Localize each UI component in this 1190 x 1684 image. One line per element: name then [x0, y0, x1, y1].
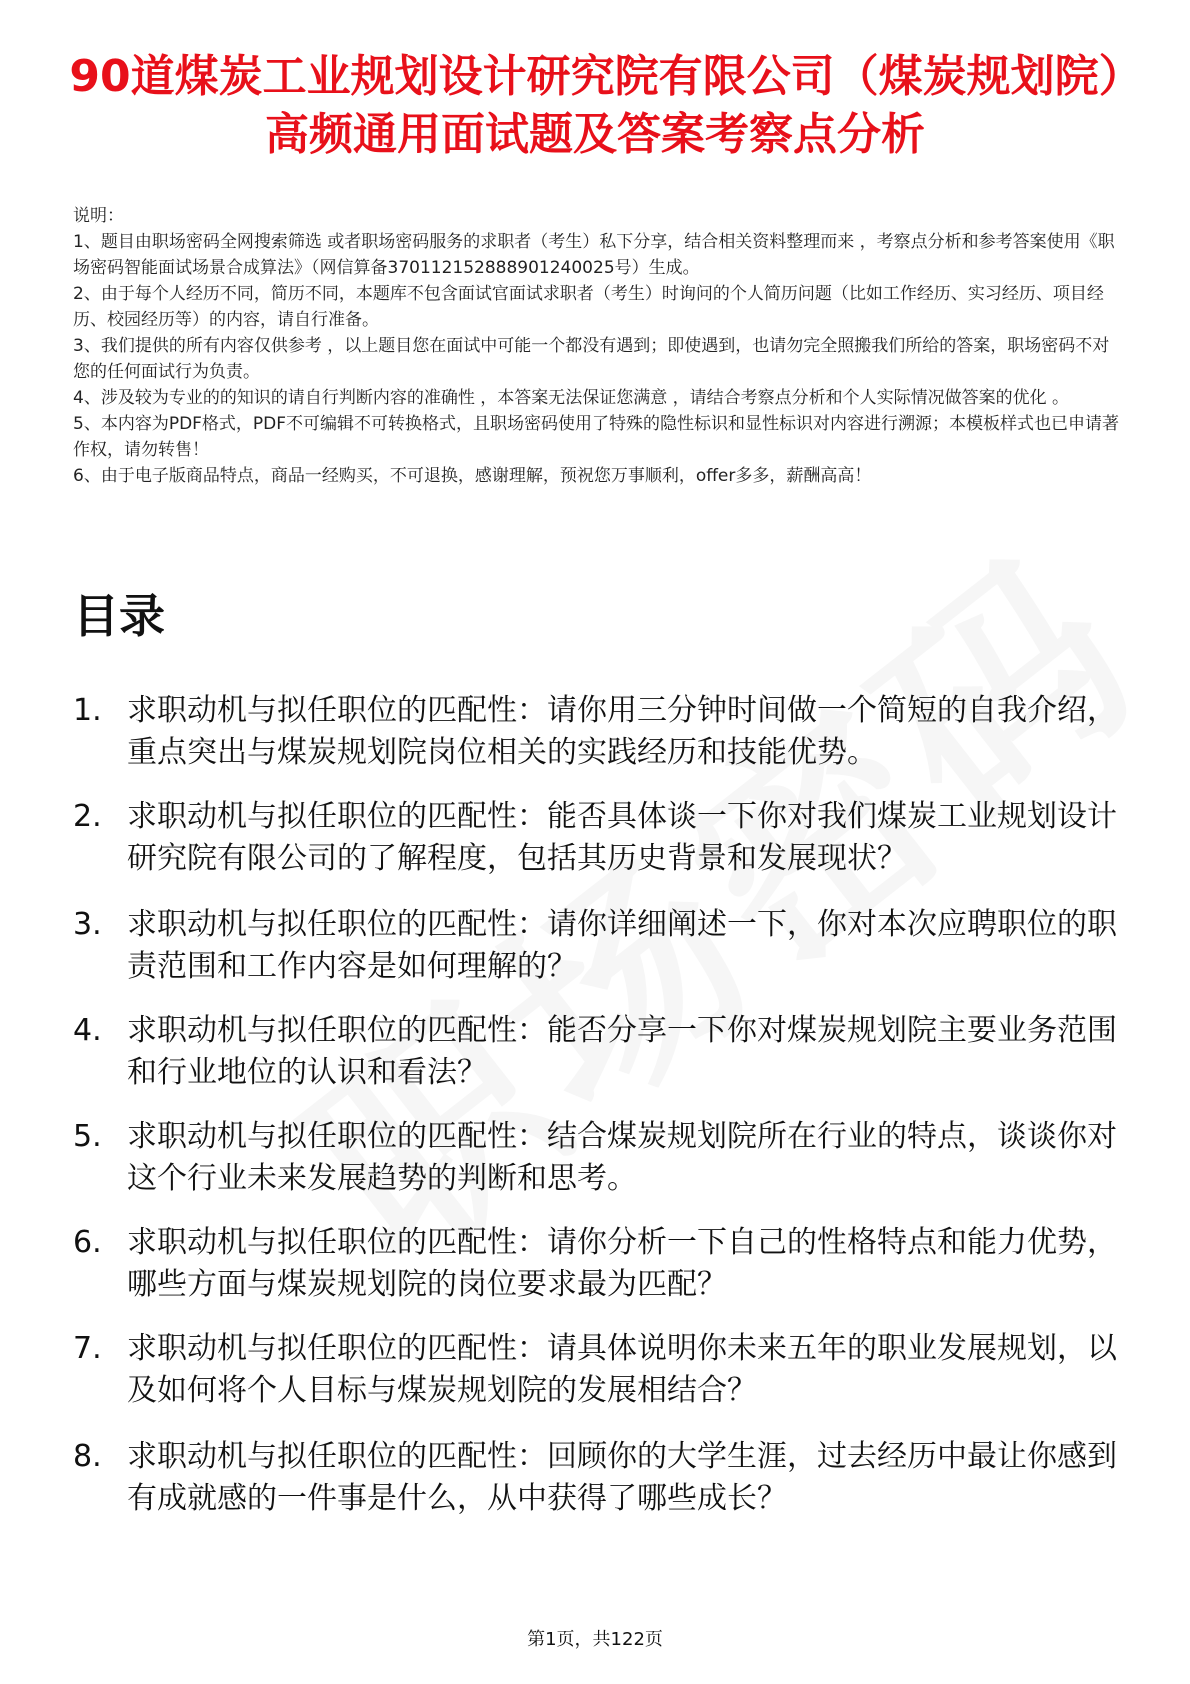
toc-item-2[interactable]: [73, 796, 1133, 880]
note-item: 4、涉及较为专业的的知识的请自行判断内容的准确性 ，本答案无法保证您满意 ，请结合考察点分析和个人实际情况做答案的优化 。: [73, 388, 1070, 408]
toc-item-1[interactable]: [73, 690, 1133, 774]
notes-heading: 说明：: [73, 206, 124, 226]
note-item: 5、本内容为PDF格式，PDF不可编辑不可转换格式，且职场密码使用了特殊的隐性标识和显性标识对内容进行溯源；本模板样式也已申请著作权，请勿转售！: [73, 414, 1120, 460]
toc-item-4[interactable]: [73, 1010, 1133, 1094]
toc-item-text: 求职动机与拟任职位的匹配性：请你详细阐述一下，你对本次应聘职位的职责范围和工作内容是如何理解的？: [127, 907, 1117, 984]
toc-item-7[interactable]: [73, 1328, 1133, 1412]
toc-item-text: 求职动机与拟任职位的匹配性：请具体说明你未来五年的职业发展规划，以及如何将个人目标与煤炭规划院的发展相结合？: [127, 1331, 1117, 1408]
toc-item-3[interactable]: [73, 904, 1133, 988]
note-item: 6、由于电子版商品特点，商品一经购买，不可退换，感谢理解，预祝您万事顺利，offer多多，薪酬高高！: [73, 466, 872, 486]
toc-item-text: 求职动机与拟任职位的匹配性：能否具体谈一下你对我们煤炭工业规划设计研究院有限公司的了解程度，包括其历史背景和发展现状？: [127, 799, 1117, 876]
table-of-contents: [73, 690, 1133, 1542]
toc-item-number: 3.: [73, 907, 102, 942]
document-title: 90道煤炭工业规划设计研究院有限公司（煤炭规划院）高频通用面试题及答案考察点分析: [69, 51, 1121, 160]
toc-item-number: 8.: [73, 1439, 102, 1474]
toc-item-number: 2.: [73, 799, 102, 834]
toc-item-number: 5.: [73, 1119, 102, 1154]
toc-item-number: 6.: [73, 1225, 102, 1260]
toc-item-8[interactable]: [73, 1436, 1133, 1520]
toc-item-number: 7.: [73, 1331, 102, 1366]
toc-item-text: 求职动机与拟任职位的匹配性：能否分享一下你对煤炭规划院主要业务范围和行业地位的认识和看法？: [127, 1013, 1117, 1090]
toc-item-text: 求职动机与拟任职位的匹配性：请你分析一下自己的性格特点和能力优势，哪些方面与煤炭规划院的岗位要求最为匹配？: [127, 1225, 1117, 1302]
toc-item-text: 求职动机与拟任职位的匹配性：结合煤炭规划院所在行业的特点，谈谈你对这个行业未来发展趋势的判断和思考。: [127, 1119, 1117, 1196]
toc-item-5[interactable]: [73, 1116, 1133, 1200]
note-item: 3、我们提供的所有内容仅供参考 ，以上题目您在面试中可能一个都没有遇到；即使遇到，也请勿完全照搬我们所给的答案，职场密码不对您的任何面试行为负责。: [73, 336, 1110, 382]
notes-section: [73, 203, 1123, 489]
note-item: 1、题目由职场密码全网搜索筛选 或者职场密码服务的求职者（考生）私下分享，结合相关资料整理而来 ，考察点分析和参考答案使用《职场密码智能面试场景合成算法》（网信算备370112152888901240025号）生成。: [73, 232, 1115, 278]
toc-item-text: 求职动机与拟任职位的匹配性：回顾你的大学生涯，过去经历中最让你感到有成就感的一件事是什么，从中获得了哪些成长？: [127, 1439, 1117, 1516]
note-item: 2、由于每个人经历不同，简历不同，本题库不包含面试官面试求职者（考生）时询问的个人简历问题（比如工作经历、实习经历、项目经历、校园经历等）的内容，请自行准备。: [73, 284, 1104, 330]
toc-item-text: 求职动机与拟任职位的匹配性：请你用三分钟时间做一个简短的自我介绍，重点突出与煤炭规划院岗位相关的实践经历和技能优势。: [127, 693, 1117, 770]
toc-item-number: 4.: [73, 1013, 102, 1048]
page-footer: 第1页，共122页: [527, 1629, 663, 1650]
toc-item-number: 1.: [73, 693, 102, 728]
toc-heading: 目录: [73, 589, 165, 643]
toc-item-6[interactable]: [73, 1222, 1133, 1306]
